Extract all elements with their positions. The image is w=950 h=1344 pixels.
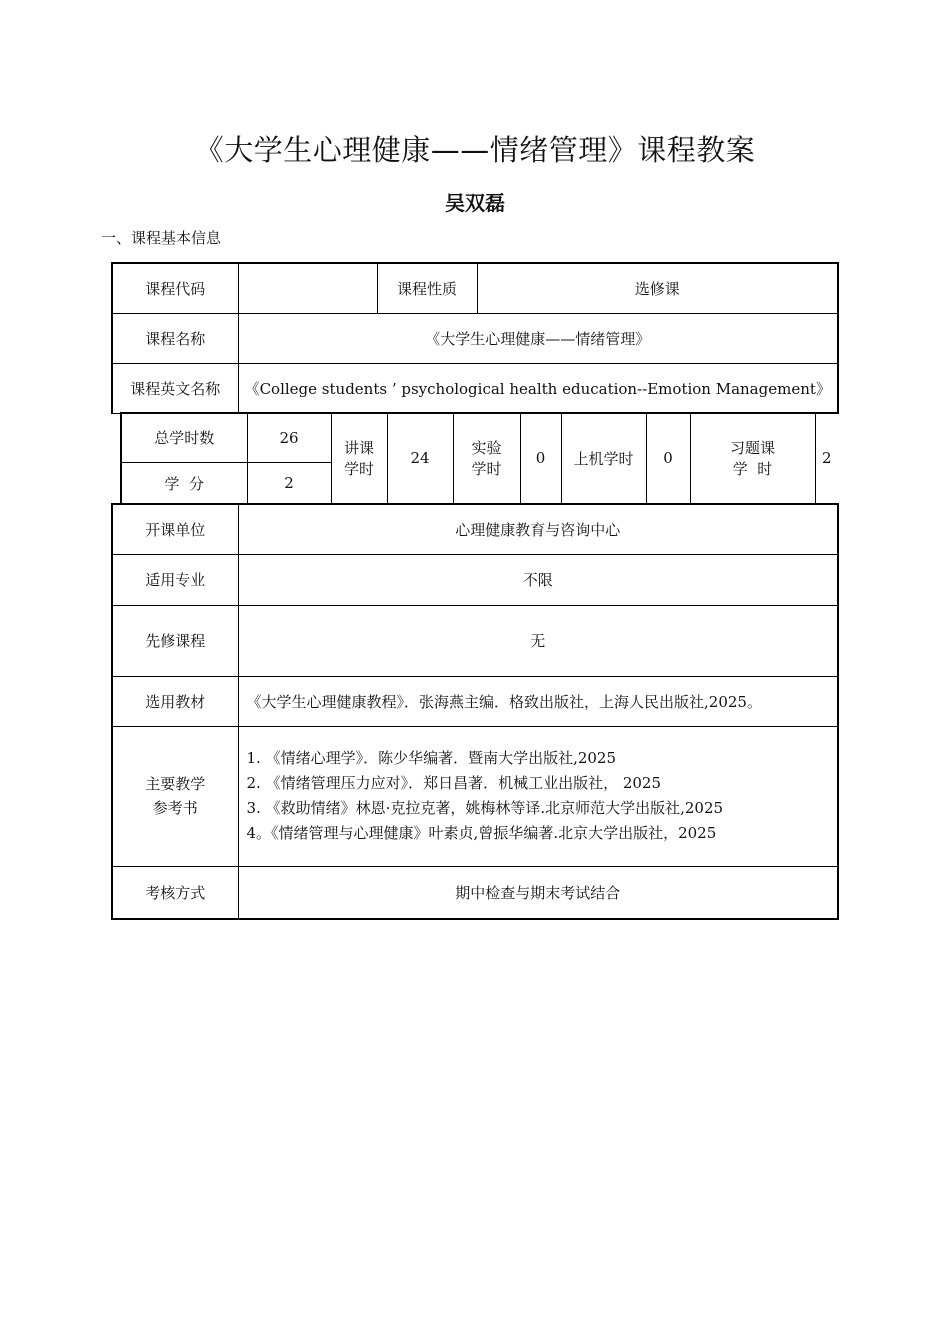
lab-hours-value: 0	[520, 413, 561, 504]
row-total-hours	[121, 413, 838, 463]
textbook-value: 《大学生心理健康教程》．张海燕主编．格致出版社，上海人民出版社,2025。	[238, 676, 838, 726]
prereq-label: 先修课程	[112, 605, 238, 676]
references-label-line1: 主要教学	[145, 775, 206, 793]
course-info-table-top	[111, 262, 839, 414]
course-name-label: 课程名称	[112, 313, 238, 363]
author-name: 吴双磊	[445, 191, 505, 215]
credits-label: 学 分	[121, 463, 247, 504]
reference-item: 1. 《情绪心理学》．陈少华编著．暨南大学出版社,2025	[246, 749, 617, 767]
total-hours-value: 26	[247, 413, 331, 463]
page-title: 《大学生心理健康——情绪管理》课程教案	[194, 133, 756, 167]
computer-hours-value: 0	[646, 413, 690, 504]
course-info-table-bottom	[111, 503, 839, 920]
row-prereq	[112, 605, 838, 676]
assessment-label: 考核方式	[112, 866, 238, 919]
lecture-hours-label-line1: 讲课	[343, 439, 374, 457]
lecture-hours-label-line2: 学时	[343, 460, 374, 478]
row-references	[112, 726, 838, 866]
department-value: 心理健康教育与咨询中心	[238, 504, 838, 554]
course-en-name-label: 课程英文名称	[112, 363, 238, 413]
row-course-en-name	[112, 363, 838, 413]
course-type-label: 课程性质	[377, 263, 477, 313]
course-name-value: 《大学生心理健康——情绪管理》	[238, 313, 838, 363]
row-major	[112, 554, 838, 605]
references-label	[112, 726, 238, 866]
major-label: 适用专业	[112, 554, 238, 605]
references-label-line2: 参考书	[152, 799, 198, 817]
lab-hours-label-line1: 实验	[471, 439, 502, 457]
reference-item: 2. 《情绪管理压力应对》．郑日昌著．机械工业出版社， 2025	[246, 774, 662, 792]
row-textbook	[112, 676, 838, 726]
prereq-value: 无	[238, 605, 838, 676]
course-en-name-value: 《College students ’ psychological health education--Emotion Management》	[238, 363, 838, 413]
exercise-hours-value: 2	[815, 413, 838, 504]
credits-value: 2	[247, 463, 331, 504]
references-list	[238, 726, 838, 866]
lecture-hours-label	[331, 413, 387, 504]
reference-item: 4。《情绪管理与心理健康》叶素贞,曾振华编著.北京大学出版社，2025	[246, 824, 717, 842]
lecture-hours-value: 24	[387, 413, 453, 504]
course-type-value: 选修课	[477, 263, 838, 313]
assessment-value: 期中检查与期末考试结合	[238, 866, 838, 919]
row-assessment	[112, 866, 838, 919]
section-heading: 一、课程基本信息	[101, 229, 222, 247]
department-label: 开课单位	[112, 504, 238, 554]
course-hours-table	[120, 412, 838, 504]
textbook-label: 选用教材	[112, 676, 238, 726]
computer-hours-label: 上机学时	[561, 413, 646, 504]
reference-item: 3. 《救助情绪》林恩·克拉克著，姚梅林等译.北京师范大学出版社,2025	[246, 799, 724, 817]
row-course-code	[112, 263, 838, 313]
exercise-hours-label	[690, 413, 815, 504]
total-hours-label: 总学时数	[121, 413, 247, 463]
major-value: 不限	[238, 554, 838, 605]
exercise-hours-label-line1: 习题课	[729, 439, 775, 457]
row-course-name	[112, 313, 838, 363]
lab-hours-label-line2: 学时	[471, 460, 502, 478]
exercise-hours-label-line2: 学 时	[732, 460, 773, 478]
course-code-label: 课程代码	[112, 263, 238, 313]
course-code-value	[238, 263, 377, 313]
row-department	[112, 504, 838, 554]
lab-hours-label	[453, 413, 520, 504]
